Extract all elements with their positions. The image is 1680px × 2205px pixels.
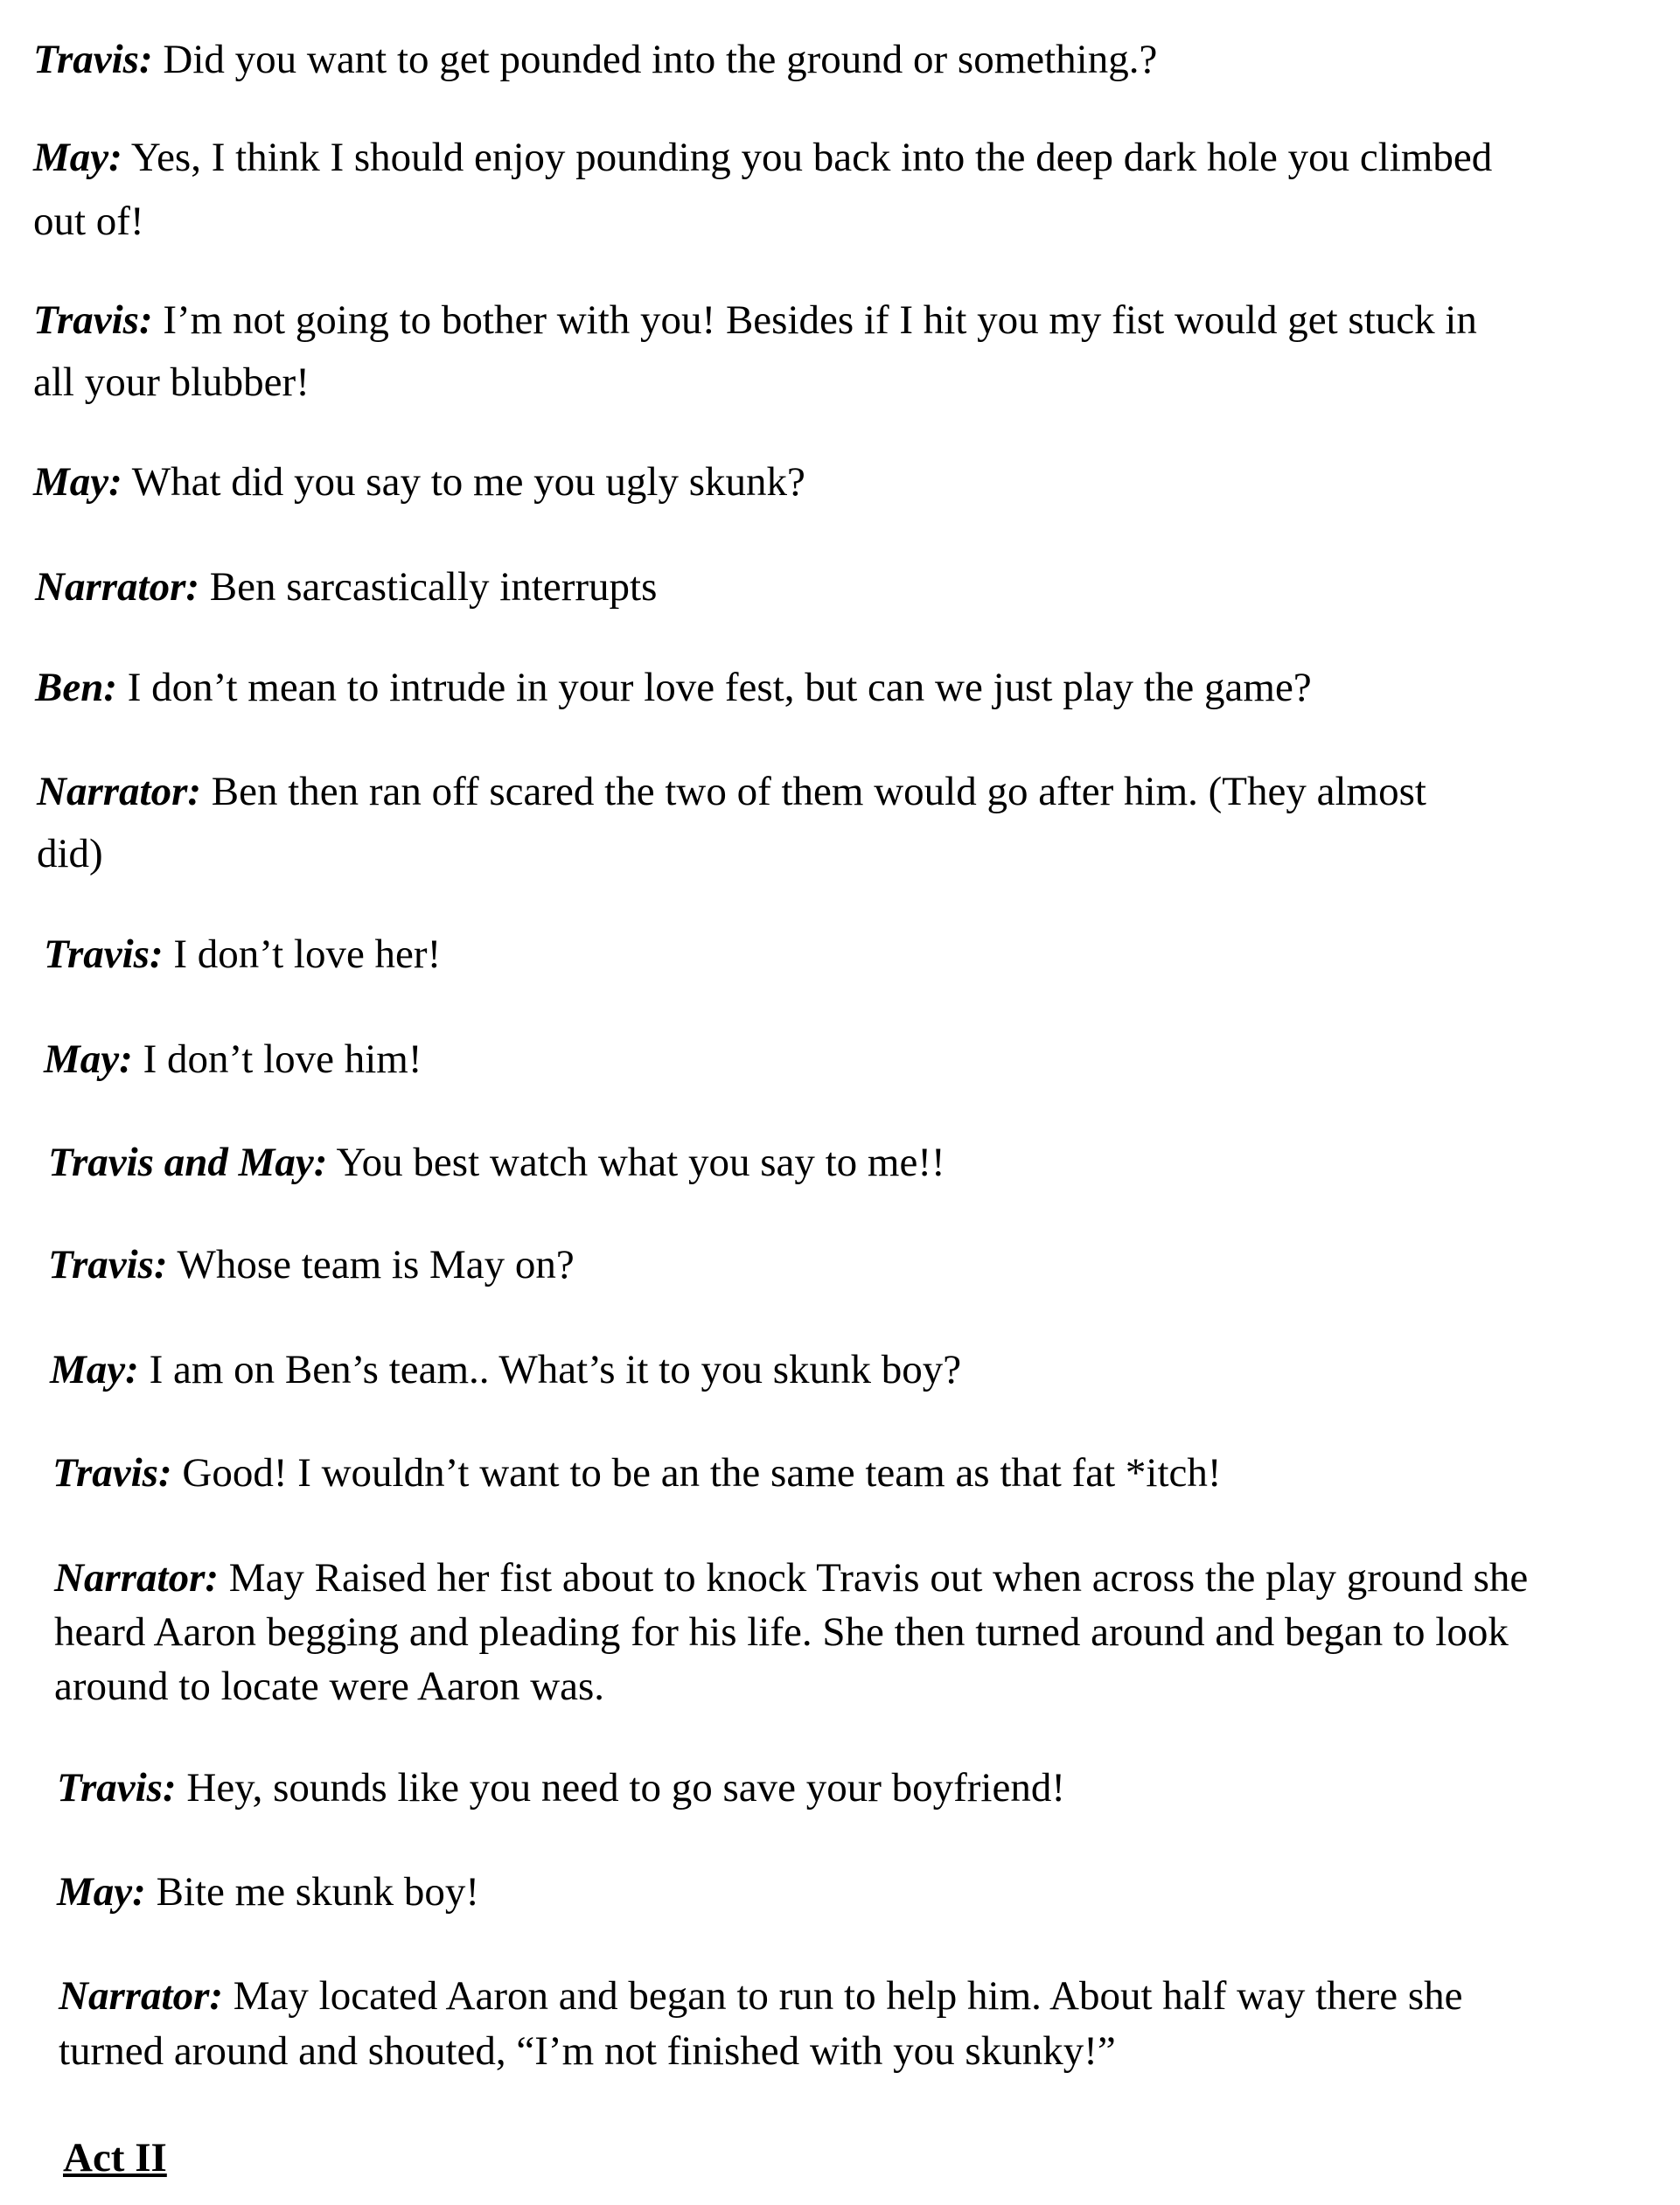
speaker-name: Narrator:: [54, 1555, 220, 1601]
dialogue-text: What did you say to me you ugly skunk?: [131, 459, 805, 505]
dialogue-line: [50, 1345, 961, 1394]
dialogue-text: May Raised her fist about to knock Travis out when across the play ground she: [228, 1555, 1529, 1601]
act-heading: Act II: [63, 2135, 167, 2181]
dialogue-text: You best watch what you say to me!!: [336, 1140, 945, 1185]
dialogue-line: [59, 1971, 1463, 2020]
dialogue-line: [33, 296, 1477, 345]
dialogue-text: Yes, I think I should enjoy pounding you back into the deep dark hole you climbed: [130, 135, 1493, 180]
dialogue-line: [35, 562, 657, 611]
dialogue-text: Bite me skunk boy!: [156, 1869, 479, 1915]
dialogue-text: Did you want to get pounded into the ground or something.?: [163, 37, 1158, 82]
speaker-name: Travis and May:: [48, 1140, 328, 1185]
dialogue-line: [33, 35, 1157, 84]
speaker-name: Narrator:: [37, 769, 202, 814]
dialogue-continuation: turned around and shouted, “I’m not finished with you skunky!”: [59, 2028, 1116, 2074]
speaker-name: Ben:: [35, 665, 117, 710]
dialogue-line: [52, 1448, 1222, 1497]
speaker-name: Travis:: [57, 1765, 177, 1811]
speaker-name: May:: [44, 1036, 133, 1082]
dialogue-line: [57, 1867, 479, 1916]
dialogue-continuation: around to locate were Aaron was.: [54, 1664, 605, 1709]
speaker-name: Narrator:: [59, 1973, 224, 2019]
dialogue-text: I don’t love her!: [173, 932, 442, 977]
dialogue-text: Good! I wouldn’t want to be an the same team as that fat *itch!: [182, 1450, 1222, 1496]
dialogue-line: [37, 767, 1426, 816]
dialogue-line: [33, 457, 805, 506]
speaker-name: Travis:: [33, 37, 153, 82]
dialogue-text: I don’t love him!: [143, 1036, 422, 1082]
speaker-name: May:: [33, 459, 122, 505]
dialogue-text: I’m not going to bother with you! Besides if I hit you my fist would get stuck in: [163, 297, 1477, 343]
dialogue-text: May located Aaron and began to run to help him. About half way there she: [233, 1973, 1463, 2019]
dialogue-line: [44, 1035, 422, 1084]
dialogue-text: Ben then ran off scared the two of them would go after him. (They almost: [211, 769, 1426, 814]
speaker-name: Travis:: [44, 932, 164, 977]
dialogue-line: [48, 1240, 575, 1289]
speaker-name: Narrator:: [35, 564, 200, 610]
speaker-name: May:: [57, 1869, 146, 1915]
dialogue-text: I am on Ben’s team.. What’s it to you skunk boy?: [149, 1347, 962, 1392]
speaker-name: Travis:: [33, 297, 153, 343]
dialogue-text: I don’t mean to intrude in your love fest, but can we just play the game?: [127, 665, 1312, 710]
speaker-name: May:: [50, 1347, 139, 1392]
dialogue-continuation: did): [37, 831, 103, 876]
dialogue-line: [33, 133, 1492, 182]
dialogue-continuation: heard Aaron begging and pleading for his life. She then turned around and began to look: [54, 1609, 1509, 1655]
speaker-name: Travis:: [52, 1450, 172, 1496]
dialogue-line: [44, 930, 441, 979]
speaker-name: May:: [33, 135, 122, 180]
dialogue-text: Ben sarcastically interrupts: [209, 564, 658, 610]
dialogue-line: [48, 1138, 945, 1187]
dialogue-line: [35, 663, 1312, 712]
dialogue-line: [57, 1763, 1065, 1812]
dialogue-text: Hey, sounds like you need to go save your boyfriend!: [186, 1765, 1065, 1811]
speaker-name: Travis:: [48, 1242, 168, 1287]
dialogue-continuation: out of!: [33, 199, 144, 244]
dialogue-text: Whose team is May on?: [177, 1242, 575, 1287]
dialogue-continuation: all your blubber!: [33, 359, 310, 405]
dialogue-line: [54, 1553, 1528, 1602]
